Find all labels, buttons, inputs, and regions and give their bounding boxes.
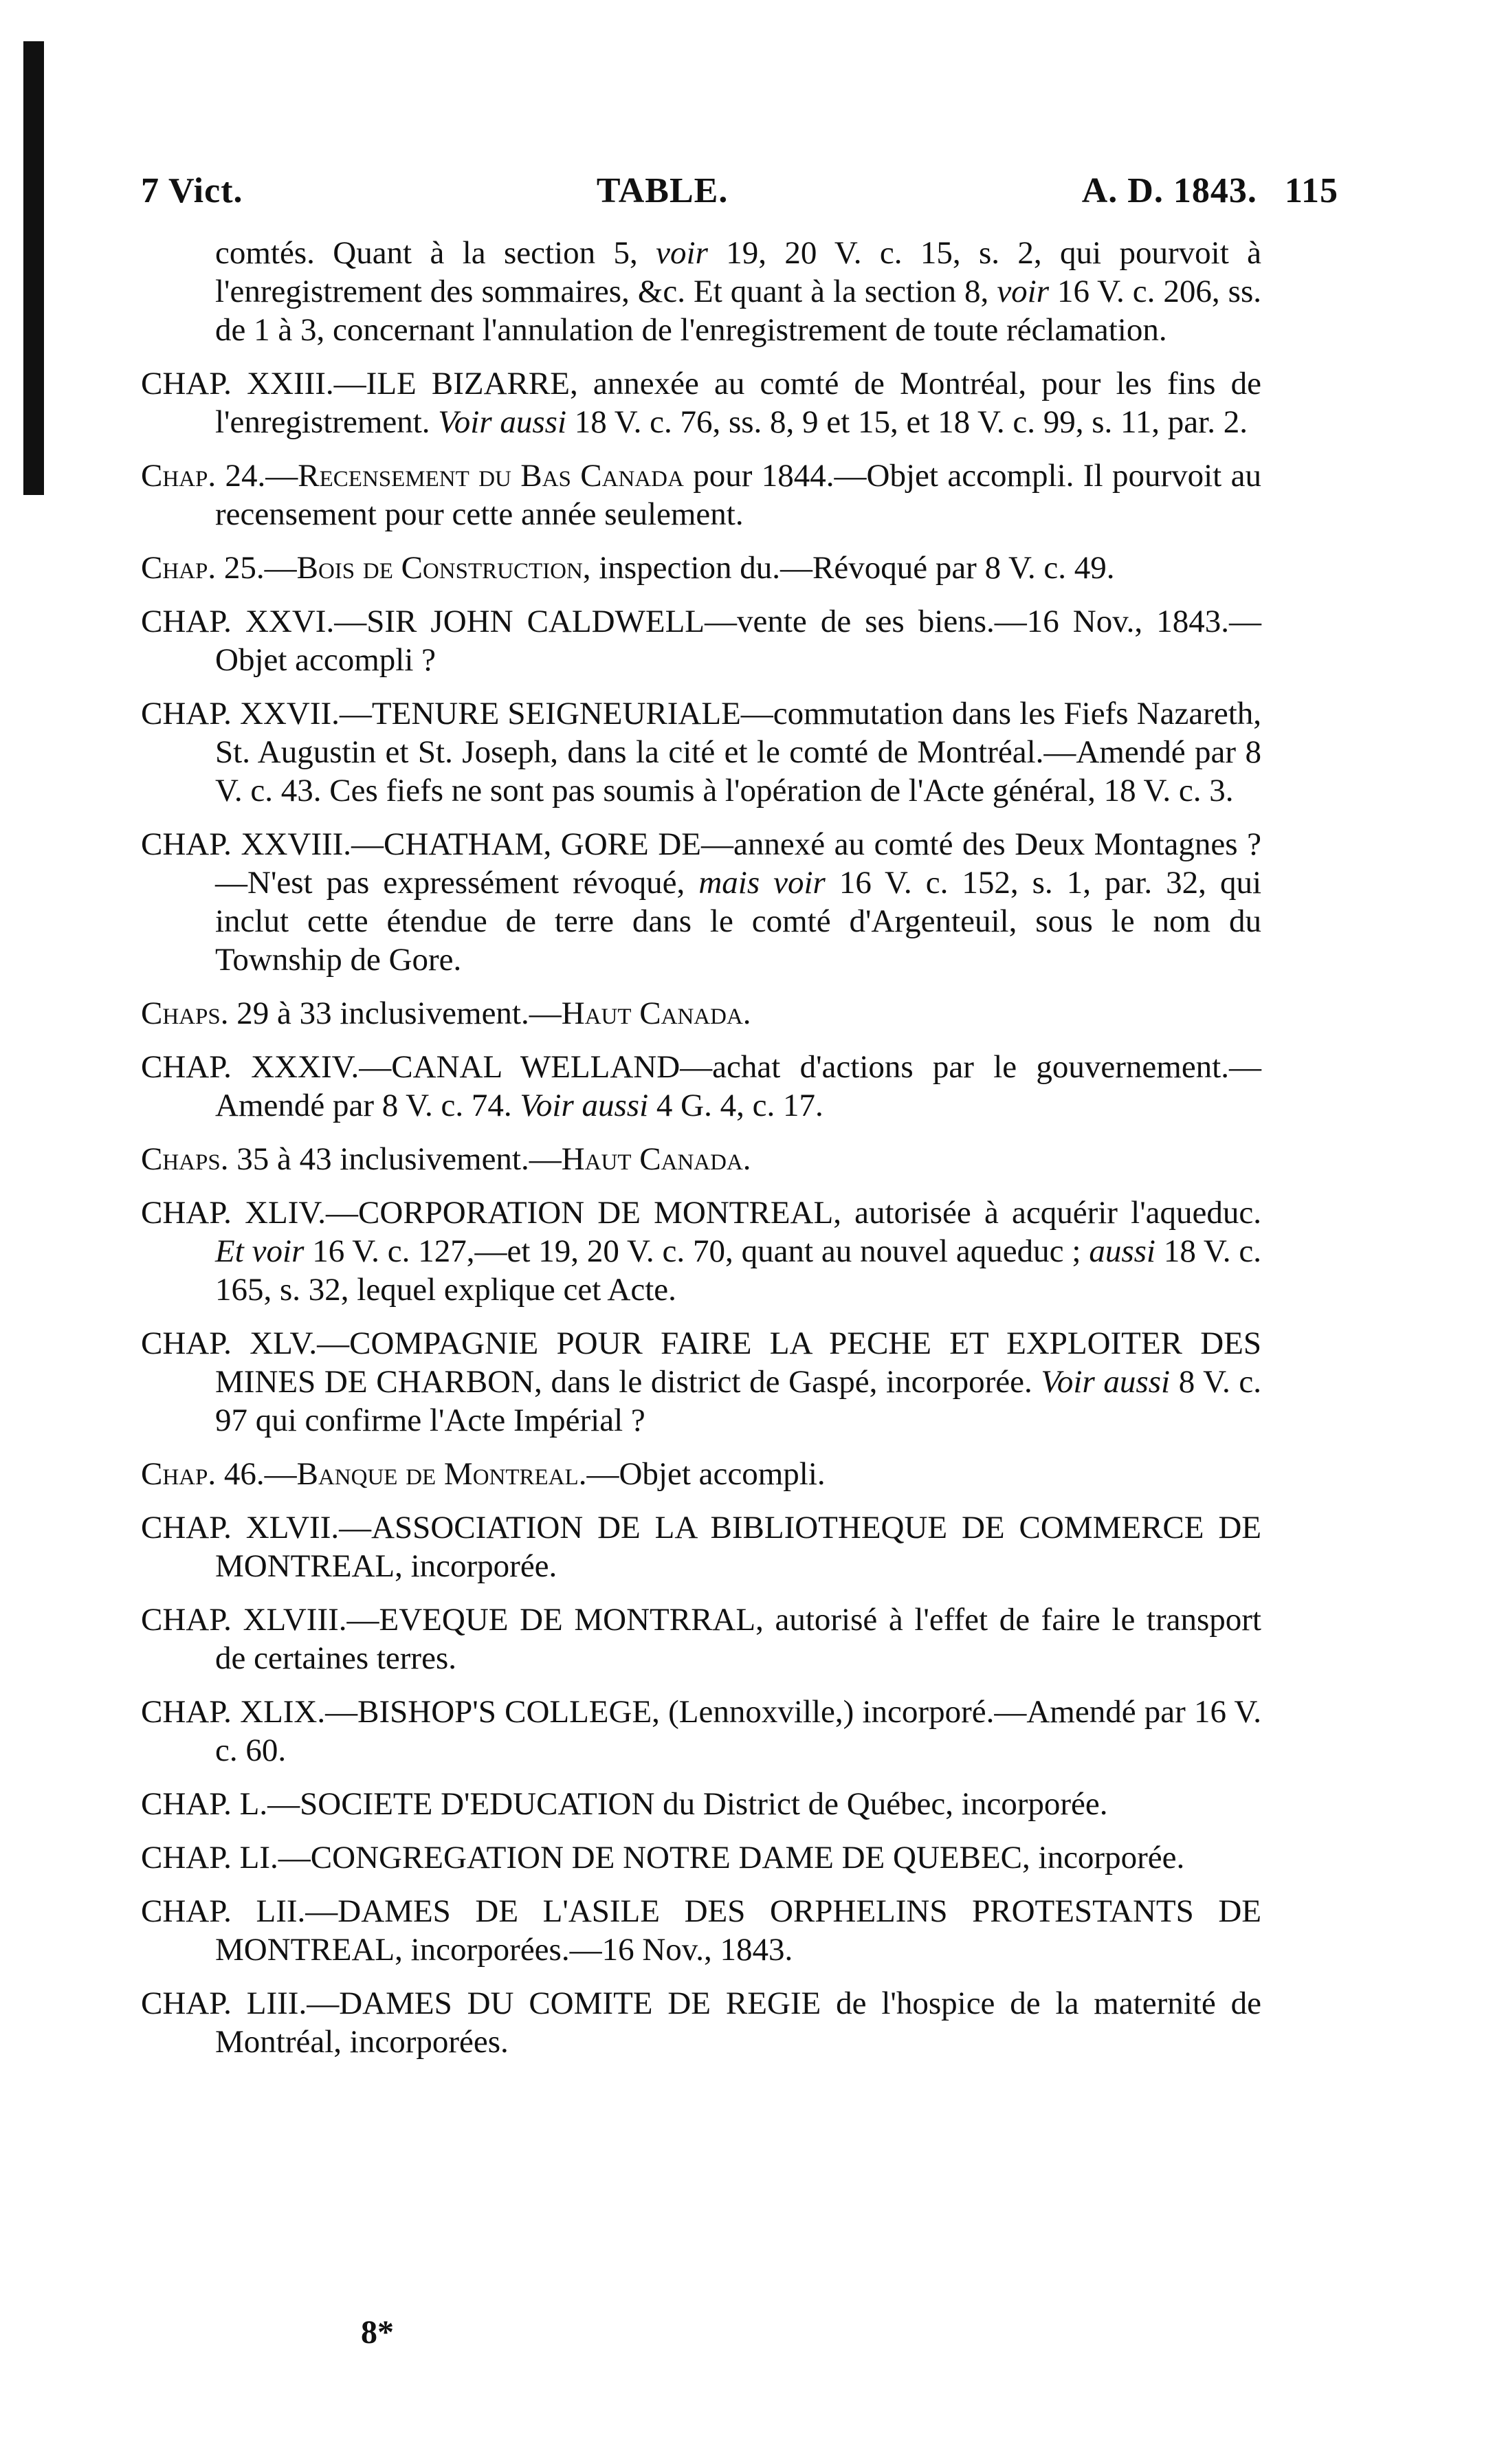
small-caps-heading: Chap. 25.—Bois de Construction, [141, 550, 591, 586]
table-entry [141, 549, 1261, 587]
table-entry [141, 1785, 1261, 1823]
entry-text: —Objet accompli. [586, 1456, 826, 1492]
entry-text: 16 V. c. 127,—et 19, 20 V. c. 70, quant au nouvel aqueduc ; [304, 1233, 1090, 1269]
entry-text: comtés. Quant à la section 5, [215, 235, 656, 271]
entry-text: CHAP. L.—SOCIETE D'EDUCATION du District de Québec, incorporée. [141, 1786, 1108, 1822]
small-caps-heading: Chap. 46.—Banque de Montreal. [141, 1456, 587, 1492]
margin-scan-bar [23, 41, 44, 495]
entry-text: CHAP. XLIX.—BISHOP'S COLLEGE, (Lennoxville,) incorporé.—Amendé par 16 V. c. 60. [141, 1694, 1261, 1768]
table-entries [141, 234, 1261, 2076]
entry-text: CHAP. XXVII.—TENURE SEIGNEURIALE—commutation dans les Fiefs Nazareth, St. Augustin et St. Joseph, dans la cité et le comté de Montréal.—Amendé par 8 V. c. 43. Ces fiefs ne sont pas soumis à l'opération de l'Acte général, 18 V. c. 3. [141, 696, 1261, 808]
table-entry [141, 1693, 1261, 1770]
running-head-title: TABLE. [596, 171, 729, 210]
italic-reference: Voir aussi [438, 404, 567, 440]
small-caps-heading: Chaps. [141, 1141, 229, 1177]
table-entry [141, 456, 1261, 534]
table-entry [141, 1838, 1261, 1877]
italic-reference: voir [656, 235, 708, 271]
entry-text: 4 G. 4, c. 17. [648, 1088, 823, 1123]
table-entry [141, 1048, 1261, 1125]
italic-reference: mais voir [698, 865, 826, 901]
table-entry [141, 234, 1261, 349]
entry-text: 16 V. c. 206, ss. de 1 à 3, concernant l'annulation de l'enregistrement de toute réclamation. [215, 274, 1261, 348]
table-entry [141, 1194, 1261, 1309]
entry-text: 35 à 43 inclusivement.— [228, 1141, 562, 1177]
entry-text: annexée au comté de Montréal, pour les fins de l'enregistrement. [215, 366, 1261, 440]
entry-text: 18 V. c. 165, s. 32, lequel explique cet Acte. [215, 1233, 1261, 1308]
page-number: 115 [1284, 171, 1338, 210]
table-entry [141, 364, 1261, 441]
table-entry [141, 994, 1261, 1033]
table-entry [141, 1455, 1261, 1493]
entry-text: CHAP. LIII.—DAMES DU COMITE DE REGIE de l'hospice de la maternité de Montréal, incorporées. [141, 1986, 1261, 2060]
entry-text: 8 V. c. 97 qui confirme l'Acte Impérial ? [215, 1364, 1261, 1438]
entry-text: 29 à 33 inclusivement.— [228, 996, 562, 1031]
italic-reference: Voir aussi [520, 1088, 649, 1123]
entry-text: CHAP. XXVI.—SIR JOHN CALDWELL—vente de ses biens.—16 Nov., 1843.—Objet accompli ? [141, 604, 1261, 678]
table-entry [141, 1984, 1261, 2061]
running-head-right [1082, 170, 1338, 211]
running-head-left: 7 Vict. [141, 171, 243, 210]
table-entry [141, 1600, 1261, 1678]
signature-mark: 8* [361, 2314, 394, 2351]
italic-reference: aussi [1089, 1233, 1155, 1269]
small-caps-heading: Chaps. [141, 996, 229, 1031]
entry-text: 16 V. c. 152, s. 1, par. 32, qui inclut cette étendue de terre dans le comté d'Argenteuil, sous le nom du Township de Gore. [215, 865, 1262, 978]
running-head [141, 170, 1338, 211]
small-caps-heading: Haut Canada. [561, 1141, 751, 1177]
table-entry [141, 825, 1261, 979]
table-entry [141, 1892, 1261, 1969]
entry-text: 18 V. c. 76, ss. 8, 9 et 15, et 18 V. c. 99, s. 11, par. 2. [566, 404, 1248, 440]
entry-text: CHAP. LII.—DAMES DE L'ASILE DES ORPHELINS PROTESTANTS DE MONTREAL, incorporées.—16 Nov., 1843. [141, 1893, 1261, 1968]
entry-text: CHAP. XLV.—COMPAGNIE POUR FAIRE LA PECHE ET EXPLOITER DES MINES DE CHARBON, dans le district de Gaspé, incorporée. [141, 1326, 1261, 1400]
italic-reference: Voir aussi [1041, 1364, 1171, 1400]
entry-text: CHAP. XXIII.—ILE BIZARRE, [141, 366, 593, 402]
table-entry [141, 602, 1261, 679]
table-entry [141, 1508, 1261, 1585]
entry-text: pour 1844.—Objet accompli. Il pourvoit au recensement pour cette année seulement. [215, 458, 1261, 532]
table-entry [141, 1140, 1261, 1178]
table-entry [141, 1324, 1261, 1440]
running-head-year: A. D. 1843. [1081, 171, 1257, 210]
small-caps-heading: Chap. 24.—Recensement du Bas Canada [141, 458, 684, 494]
small-caps-heading: Haut Canada. [561, 996, 751, 1031]
entry-text: CHAP. XXXIV.—CANAL WELLAND—achat d'actions par le gouvernement.—Amendé par 8 V. c. 74. [141, 1049, 1261, 1123]
italic-reference: Et voir [215, 1233, 305, 1269]
entry-text: 19, 20 V. c. 15, s. 2, qui pourvoit à l'enregistrement des sommaires, &c. Et quant à la section 8, [215, 235, 1261, 309]
italic-reference: voir [997, 274, 1050, 309]
entry-text: inspection du.—Révoqué par 8 V. c. 49. [590, 550, 1115, 586]
entry-text: CHAP. XLVII.—ASSOCIATION DE LA BIBLIOTHEQUE DE COMMERCE DE MONTREAL, incorporée. [141, 1510, 1261, 1584]
entry-text: CHAP. LI.—CONGREGATION DE NOTRE DAME DE QUEBEC, incorporée. [141, 1840, 1185, 1876]
entry-text: CHAP. XXVIII.—CHATHAM, GORE DE—annexé au comté des Deux Montagnes ?—N'est pas expressément révoqué, [141, 826, 1261, 901]
entry-text: CHAP. XLIV.—CORPORATION DE MONTREAL, autorisée à acquérir l'aqueduc. [141, 1195, 1261, 1231]
entry-text: CHAP. XLVIII.—EVEQUE DE MONTRRAL, autorisé à l'effet de faire le transport de certaines terres. [141, 1602, 1261, 1676]
table-entry [141, 694, 1261, 810]
